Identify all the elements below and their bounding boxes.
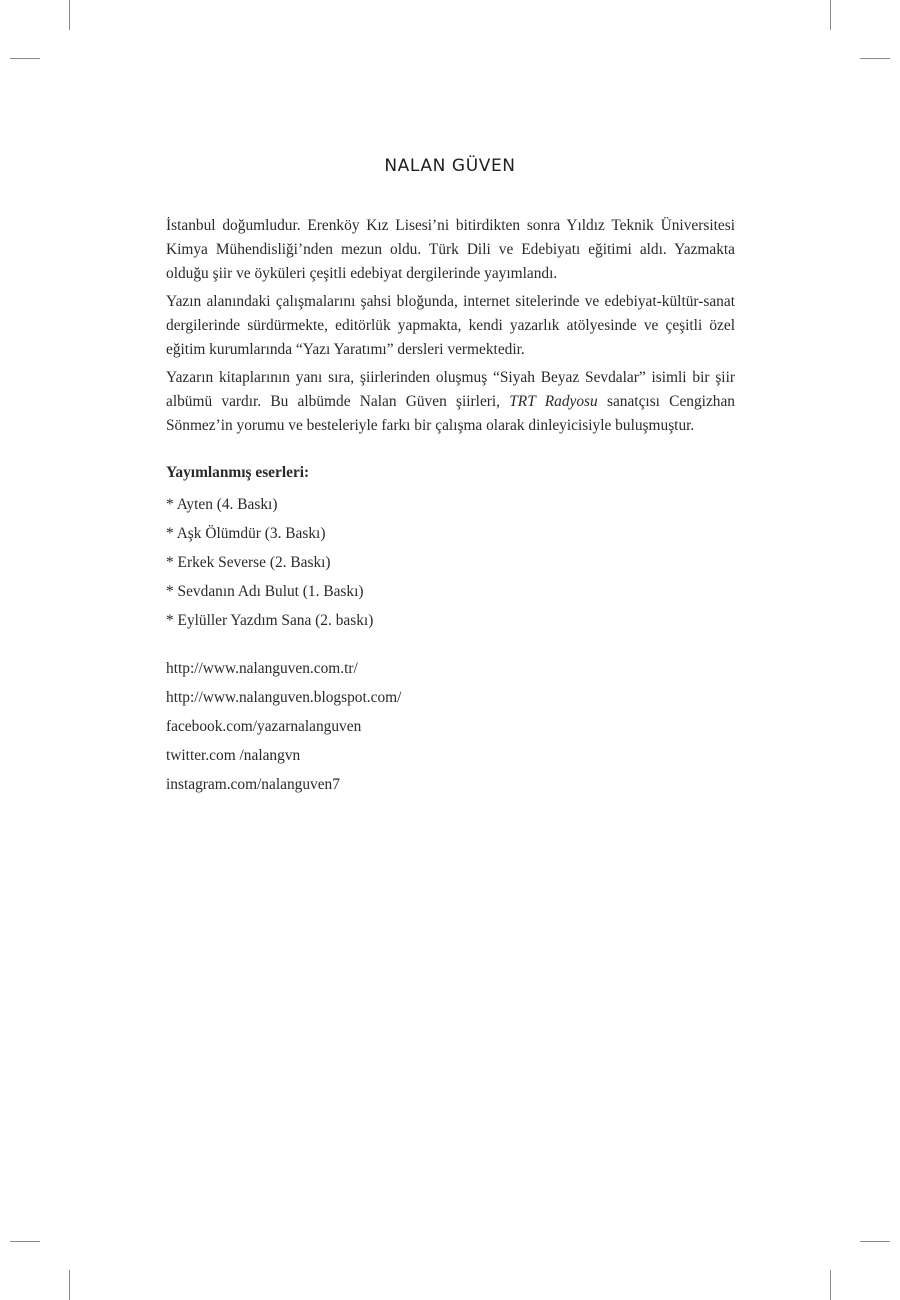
- works-heading: Yayımlanmış eserleri:: [166, 464, 310, 481]
- work-item: * Aşk Ölümdür (3. Baskı): [166, 525, 326, 542]
- crop-mark-right-top: [860, 58, 890, 59]
- crop-mark-bottom-left: [69, 1270, 70, 1300]
- work-item: * Eylüller Yazdım Sana (2. baskı): [166, 612, 374, 629]
- work-item: * Sevdanın Adı Bulut (1. Baskı): [166, 583, 364, 600]
- crop-mark-top-right: [830, 0, 831, 30]
- blog-link: http://www.nalanguven.blogspot.com/: [166, 689, 402, 706]
- crop-mark-left-bottom: [10, 1241, 40, 1242]
- author-name: NALAN GÜVEN: [384, 156, 516, 176]
- work-item: * Erkek Severse (2. Baskı): [166, 554, 331, 571]
- crop-mark-left-top: [10, 58, 40, 59]
- facebook-link: facebook.com/yazarnalanguven: [166, 718, 362, 735]
- crop-mark-bottom-right: [830, 1270, 831, 1300]
- author-bio-page: [166, 214, 735, 799]
- website-link: http://www.nalanguven.com.tr/: [166, 660, 358, 677]
- bio-paragraph-3-end: sanatçısı Cengizhan Sönmez’in yorumu ve besteleriyle farkı bir çalışma olarak dinleyicisiyle buluşmuştur.: [166, 393, 735, 434]
- radio-name: TRT Radyosu: [509, 393, 598, 410]
- crop-mark-top-left: [69, 0, 70, 30]
- bio-paragraph-2: Yazın alanındaki çalışmalarını şahsi bloğunda, internet sitelerinde ve edebiyat-kültür-sanat dergilerinde sürdürmekte, editörlük yapmakta, kendi yazarlık atölyesinde ve çeşitli özel eğitim kurumlarında “Yazı Yaratımı” dersleri vermektedir.: [166, 293, 735, 358]
- bio-paragraph-1: İstanbul doğumludur. Erenköy Kız Lisesi’ni bitirdikten sonra Yıldız Teknik Üniversitesi Kimya Mühendisliği’nden mezun oldu. Türk Dili ve Edebiyatı eğitimi aldı. Yazmakta olduğu şiir ve öyküleri çeşitli edebiyat dergilerinde yayımlandı.: [166, 217, 735, 282]
- work-item: * Ayten (4. Baskı): [166, 496, 278, 513]
- links-list: [166, 654, 735, 799]
- bio-paragraph-3-start: Yazarın kitaplarının yanı sıra, şiirlerinden oluşmuş “Siyah Beyaz Sevdalar” isimli bir şiir albümü vardır. Bu albümde Nalan Güven şiirleri,: [166, 369, 735, 410]
- bio-paragraph-3: [166, 366, 735, 438]
- instagram-link: instagram.com/nalanguven7: [166, 776, 340, 793]
- works-list: [166, 490, 735, 635]
- twitter-link: twitter.com /nalangvn: [166, 747, 301, 764]
- crop-mark-right-bottom: [860, 1241, 890, 1242]
